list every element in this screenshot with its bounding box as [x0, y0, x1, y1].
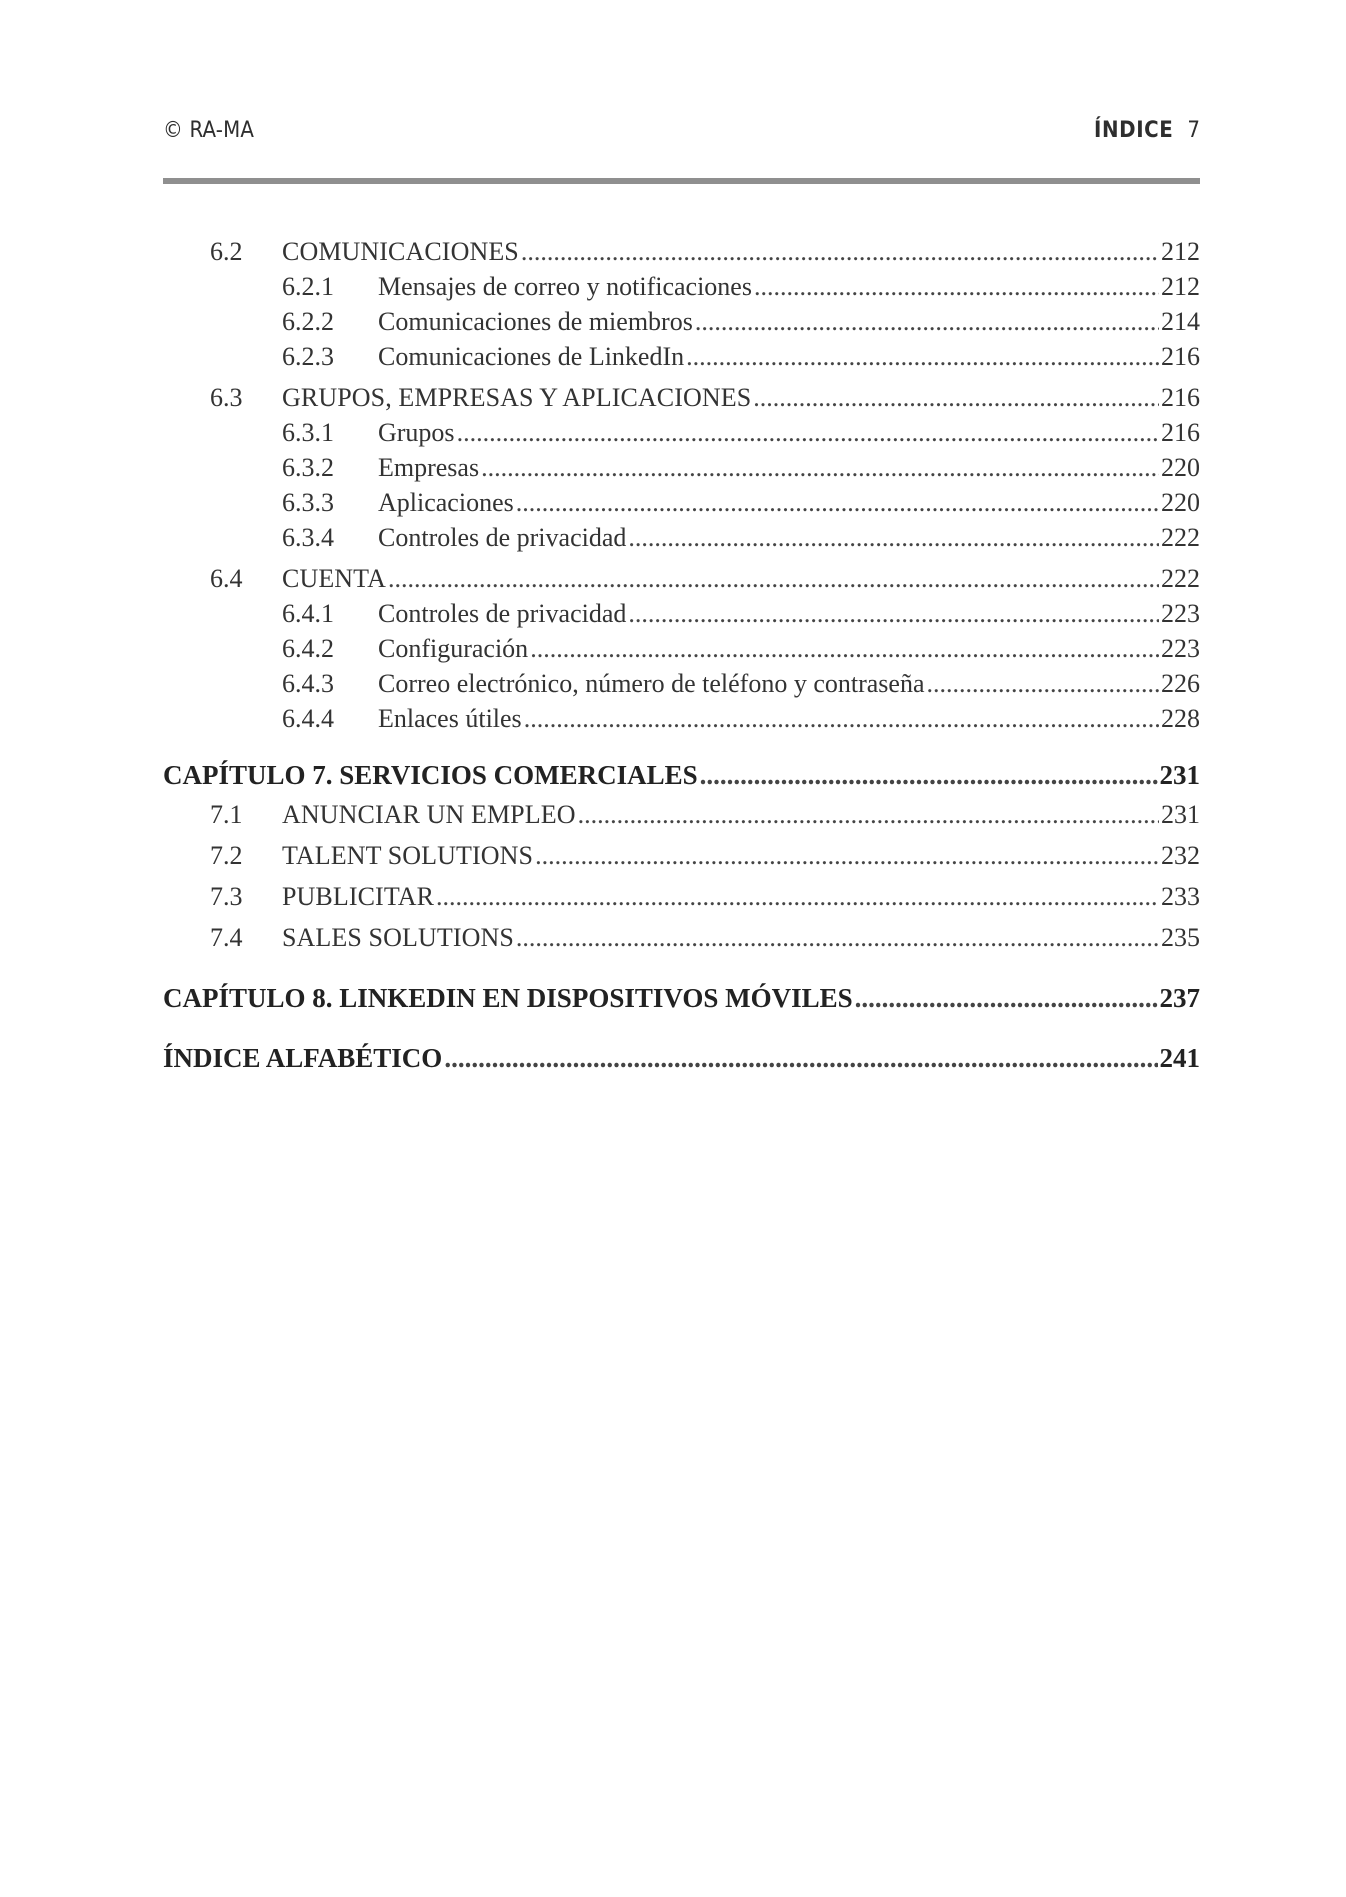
toc-entry-page: 222	[1161, 523, 1200, 552]
toc-entry-page: 212	[1161, 237, 1200, 266]
toc-entry-title: Correo electrónico, número de teléfono y contraseña	[378, 669, 925, 698]
toc-entry-chapter	[163, 755, 1200, 795]
dot-leader	[535, 838, 1159, 873]
toc-entry-title: Configuración	[378, 634, 529, 663]
toc-entry-number: 6.3	[210, 383, 243, 412]
toc-entry-subsection	[163, 520, 1200, 555]
toc-entry-number: 7.4	[210, 923, 243, 952]
toc-entry-index	[163, 1038, 1200, 1078]
toc-entry-title: Aplicaciones	[378, 488, 514, 517]
toc-entry-page: 216	[1161, 383, 1200, 412]
toc-entry-title: Enlaces útiles	[378, 704, 522, 733]
dot-leader	[521, 234, 1159, 269]
toc-entry-number: 6.4.2	[282, 634, 334, 663]
toc-entry-subsection	[163, 304, 1200, 339]
toc-entry-page: 232	[1161, 841, 1200, 870]
toc-entry-subsection	[163, 415, 1200, 450]
dot-leader	[754, 269, 1159, 304]
toc-entry-title: Comunicaciones de LinkedIn	[378, 342, 685, 371]
dot-leader	[855, 978, 1158, 1018]
toc-entry-number: 6.2.1	[282, 272, 334, 301]
toc-entry-page: 222	[1161, 564, 1200, 593]
header-rule	[163, 178, 1200, 184]
toc-entry-number: 6.2.2	[282, 307, 334, 336]
dot-leader	[695, 304, 1159, 339]
toc-entry-page: 214	[1161, 307, 1200, 336]
dot-leader	[388, 561, 1159, 596]
toc-entry-number: 6.3.1	[282, 418, 334, 447]
dot-leader	[927, 666, 1160, 701]
toc-entry-number: 6.2	[210, 237, 243, 266]
toc-entry-number: 6.4	[210, 564, 243, 593]
toc-entry-subsection	[163, 666, 1200, 701]
toc-entry-page: 220	[1161, 453, 1200, 482]
toc-entry-page: 212	[1161, 272, 1200, 301]
toc-entry-number: 6.3.4	[282, 523, 334, 552]
toc-entry-page: 226	[1161, 669, 1200, 698]
toc-entry-section	[163, 561, 1200, 596]
dot-leader	[578, 797, 1159, 832]
toc-entry-number: 6.4.3	[282, 669, 334, 698]
dot-leader	[524, 701, 1159, 736]
dot-leader	[516, 920, 1159, 955]
toc-entry-title: ÍNDICE ALFABÉTICO	[163, 1043, 443, 1073]
toc-entry-number: 6.4.1	[282, 599, 334, 628]
dot-leader	[481, 450, 1159, 485]
toc-entry-title: ANUNCIAR UN EMPLEO	[282, 800, 576, 829]
toc-entry-number: 6.4.4	[282, 704, 334, 733]
toc-entry-page: 220	[1161, 488, 1200, 517]
dot-leader	[628, 596, 1159, 631]
toc-entry-subsection	[163, 631, 1200, 666]
toc-entry-section	[163, 920, 1200, 955]
toc-entry-number: 7.1	[210, 800, 243, 829]
toc-entry-title: Controles de privacidad	[378, 599, 627, 628]
toc-entry-title: Empresas	[378, 453, 480, 482]
copyright-publisher: © RA-MA	[163, 118, 255, 143]
dot-leader	[444, 1038, 1157, 1078]
toc-entry-title: CUENTA	[282, 564, 386, 593]
toc-entry-title: PUBLICITAR	[282, 882, 435, 911]
dot-leader	[530, 631, 1159, 666]
table-of-contents	[163, 234, 1200, 1078]
dot-leader	[436, 879, 1159, 914]
toc-entry-page: 223	[1161, 599, 1200, 628]
toc-entry-title: Controles de privacidad	[378, 523, 627, 552]
toc-entry-title: COMUNICACIONES	[282, 237, 519, 266]
toc-entry-page: 216	[1161, 342, 1200, 371]
toc-entry-section	[163, 234, 1200, 269]
toc-entry-section	[163, 879, 1200, 914]
toc-entry-title: GRUPOS, EMPRESAS Y APLICACIONES	[282, 383, 752, 412]
toc-entry-subsection	[163, 485, 1200, 520]
toc-entry-title: SALES SOLUTIONS	[282, 923, 514, 952]
dot-leader	[753, 380, 1159, 415]
toc-entry-title: Comunicaciones de miembros	[378, 307, 693, 336]
running-head-right	[1094, 118, 1200, 143]
toc-entry-number: 6.3.2	[282, 453, 334, 482]
running-head	[163, 118, 1200, 152]
toc-entry-subsection	[163, 450, 1200, 485]
toc-entry-section	[163, 838, 1200, 873]
toc-entry-number: 6.2.3	[282, 342, 334, 371]
dot-leader	[686, 339, 1159, 374]
toc-entry-title: CAPÍTULO 7. SERVICIOS COMERCIALES	[163, 760, 698, 790]
dot-leader	[700, 755, 1158, 795]
toc-entry-page: 237	[1159, 983, 1200, 1013]
dot-leader	[628, 520, 1159, 555]
toc-entry-title: Grupos	[378, 418, 455, 447]
toc-entry-chapter	[163, 978, 1200, 1018]
toc-entry-page: 241	[1159, 1043, 1200, 1073]
toc-entry-page: 235	[1161, 923, 1200, 952]
dot-leader	[457, 415, 1159, 450]
toc-entry-page: 228	[1161, 704, 1200, 733]
toc-entry-page: 231	[1161, 800, 1200, 829]
toc-entry-page: 231	[1159, 760, 1200, 790]
toc-entry-subsection	[163, 269, 1200, 304]
section-title: ÍNDICE	[1094, 118, 1174, 143]
toc-entry-number: 6.3.3	[282, 488, 334, 517]
toc-entry-subsection	[163, 339, 1200, 374]
toc-entry-title: Mensajes de correo y notificaciones	[378, 272, 752, 301]
page-number: 7	[1187, 118, 1200, 143]
toc-entry-section	[163, 380, 1200, 415]
toc-entry-subsection	[163, 701, 1200, 736]
toc-entry-number: 7.3	[210, 882, 243, 911]
toc-entry-page: 233	[1161, 882, 1200, 911]
toc-entry-section	[163, 797, 1200, 832]
toc-entry-number: 7.2	[210, 841, 243, 870]
toc-entry-page: 216	[1161, 418, 1200, 447]
toc-entry-subsection	[163, 596, 1200, 631]
toc-entry-page: 223	[1161, 634, 1200, 663]
dot-leader	[516, 485, 1159, 520]
toc-entry-title: CAPÍTULO 8. LINKEDIN EN DISPOSITIVOS MÓVILES	[163, 983, 853, 1013]
toc-entry-title: TALENT SOLUTIONS	[282, 841, 534, 870]
